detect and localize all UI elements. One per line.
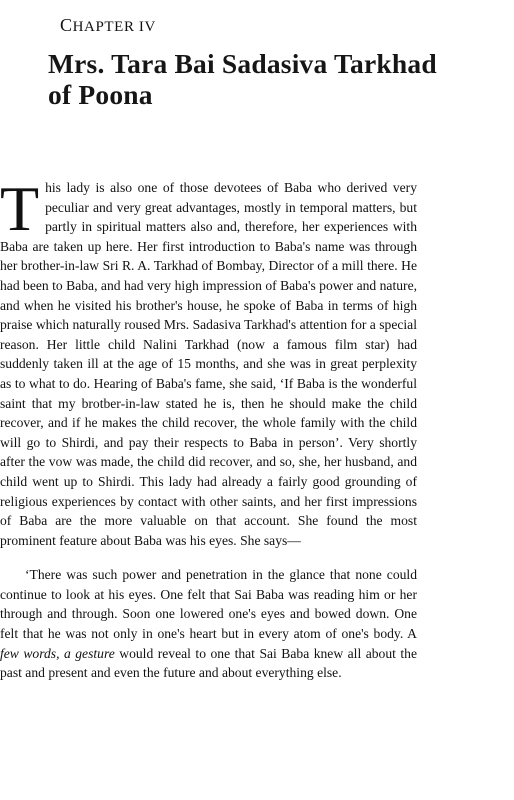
- body-text: [0, 173, 417, 683]
- drop-cap: T: [0, 173, 40, 244]
- page-header: [48, 12, 465, 110]
- paragraph-2-text-start: ‘There was such power and penetration in the glance that none could continue to look at his eyes. One felt that Sai Baba was reading him or her through and through. Soon one lowered one's eyes and bowed down. One felt that he was not only in one's heart but in every atom of one's body. A: [0, 567, 417, 642]
- paragraph-1-text: his lady is also one of those devotees of Baba who derived very peculiar and very great advantages, mostly in temporal matters, but partly in spiritual matters also and, therefore, her experiences with Baba are taken up here. Her first introduction to Baba's name was through her brother-in-law Sri R. A. Tarkhad of Bombay, Director of a mill there. He had been to Baba, and had very high impression of Baba's power and nature, and when he visited his brother's house, he spoke of Baba in terms of high praise which naturally roused Mrs. Sadasiva Tarkhad's attention for a special reason. Her little child Nalini Tarkhad (now a famous film star) had suddenly taken ill at the age of 15 months, and she was in great perplexity as to what to do. Hearing of Baba's fame, she said, ‘If Baba is the wonderful saint that my brotber-in-law stated he is, then he should make the child recover, and if he makes the child recover, the whole family with the child will go to Shirdi, and pay their respects to Baba in person’. Very shortly after the vow was made, the child did recover, and so, she, her husband, and child went up to Shirdi. This lady had already a fairly good grounding of religious experiences by contact with other saints, and her first impressions of Baba are the more valuable on that account. She found the most prominent feature about Baba was his eyes. She says—: [0, 180, 417, 548]
- paragraph-2: [0, 565, 417, 683]
- chapter-label: [60, 16, 465, 36]
- paragraph-1: [0, 173, 417, 550]
- paragraph-2-text-end: would reveal to one that Sai Baba knew all about the past and present and even the future and about everything else.: [0, 645, 417, 681]
- chapter-label-initial: C: [60, 15, 73, 35]
- chapter-label-rest: HAPTER IV: [72, 19, 156, 35]
- chapter-title: Mrs. Tara Bai Sadasiva Tarkhad of Poona: [48, 48, 437, 110]
- paragraph-2-italic: few words, a gesture: [0, 645, 115, 661]
